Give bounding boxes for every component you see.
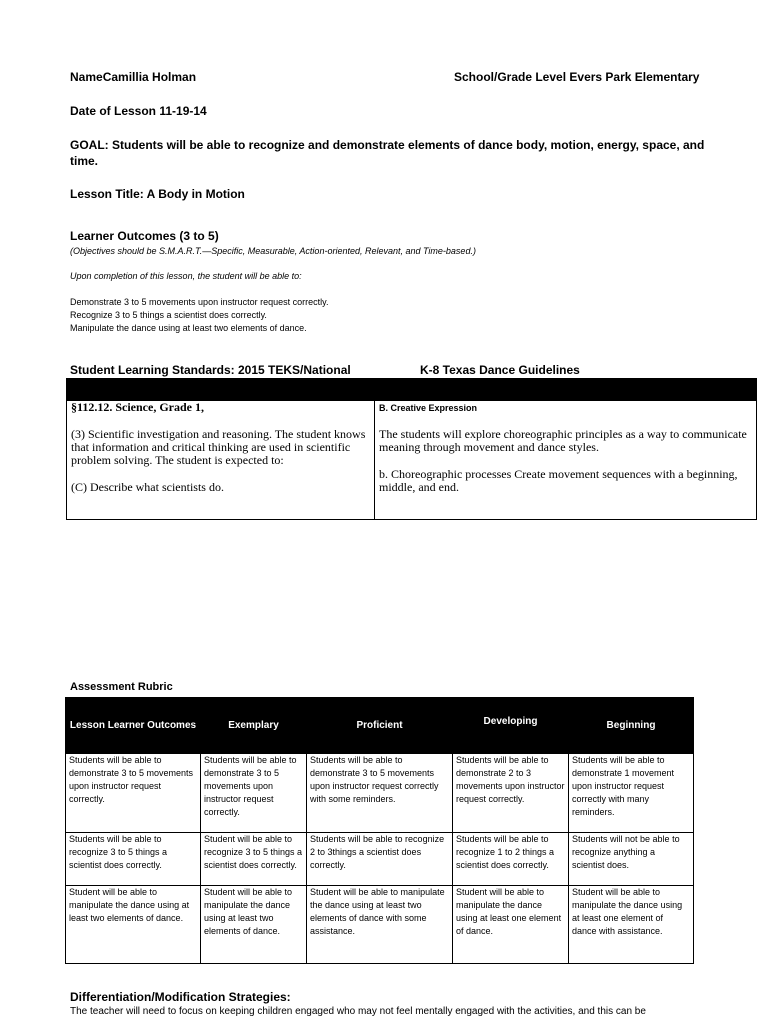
standards-heading: Student Learning Standards: 2015 TEKS/National <box>70 363 351 377</box>
teks-title: §112.12. Science, Grade 1, <box>71 400 204 414</box>
rubric-heading: Assessment Rubric <box>70 681 173 693</box>
table-row <box>66 886 694 964</box>
table-cell: Students will be able to demonstrate 1 movement upon instructor request correctly with many reminders. <box>569 754 694 833</box>
dance-guidelines-heading: K-8 Texas Dance Guidelines <box>420 363 580 377</box>
col-header-exemplary: Exemplary <box>201 698 307 754</box>
table-cell: Students will be able to demonstrate 3 to 5 movements upon instructor request correctly. <box>201 754 307 833</box>
lesson-title: Lesson Title: A Body in Motion <box>70 187 245 201</box>
standards-left-cell <box>71 401 369 494</box>
creative-expression-title: B. Creative Expression <box>379 403 478 413</box>
outcome-item: Recognize 3 to 5 things a scientist does correctly. <box>70 310 267 320</box>
smart-note: (Objectives should be S.M.A.R.T.—Specific, Measurable, Action-oriented, Relevant, and Time-based.) <box>70 246 476 256</box>
table-cell: Student will be able to manipulate the dance using at least one element of dance. <box>453 886 569 964</box>
rubric-header-row <box>66 698 694 754</box>
outcome-item: Manipulate the dance using at least two elements of dance. <box>70 323 307 333</box>
table-cell: Students will be able to recognize 2 to 3things a scientist does correctly. <box>307 833 453 886</box>
choreographic-processes-para: b. Choreographic processes Create movement sequences with a beginning, middle, and end. <box>379 467 738 494</box>
table-row <box>66 833 694 886</box>
creative-expression-para: The students will explore choreographic principles as a way to communicate meaning through movement and dance styles. <box>379 427 747 454</box>
table-cell: Student will be able to manipulate the dance using at least two elements of dance. <box>201 886 307 964</box>
table-cell: Student will be able to manipulate the dance using at least two elements of dance with some assistance. <box>307 886 453 964</box>
table-row <box>66 754 694 833</box>
school-line <box>454 70 699 84</box>
rubric-table <box>65 697 694 964</box>
standards-right-cell <box>379 401 749 494</box>
standards-table-divider <box>374 401 375 519</box>
school-value: Evers Park Elementary <box>569 70 700 84</box>
table-cell: Student will be able to manipulate the dance using at least one element of dance with assistance. <box>569 886 694 964</box>
col-header-outcomes: Lesson Learner Outcomes <box>66 698 201 754</box>
name-value: Camillia Holman <box>102 70 197 84</box>
differentiation-text: The teacher will need to focus on keeping children engaged who may not feel mentally engaged with the activities, and this can be <box>70 1006 646 1017</box>
outcomes-list <box>70 296 328 335</box>
table-cell: Students will be able to recognize 3 to 5 things a scientist does correctly. <box>66 833 201 886</box>
teks-paragraph: (3) Scientific investigation and reasoning. The student knows that information and critical thinking are used in scientific problem solving. The student is expected to: <box>71 427 366 467</box>
table-cell: Students will be able to demonstrate 3 to 5 movements upon instructor request correctly with some reminders. <box>307 754 453 833</box>
outcomes-intro: Upon completion of this lesson, the student will be able to: <box>70 271 302 281</box>
standards-table-header <box>67 379 756 401</box>
name-label: Name <box>70 70 103 84</box>
table-cell: Students will not be able to recognize anything a scientist does. <box>569 833 694 886</box>
table-cell: Students will be able to recognize 1 to 2 things a scientist does correctly. <box>453 833 569 886</box>
outcome-item: Demonstrate 3 to 5 movements upon instructor request correctly. <box>70 297 329 307</box>
col-header-beginning: Beginning <box>569 698 694 754</box>
teks-item: (C) Describe what scientists do. <box>71 480 224 494</box>
school-label: School/Grade Level <box>454 70 567 84</box>
date-of-lesson: Date of Lesson 11-19-14 <box>70 104 207 118</box>
table-cell: Students will be able to demonstrate 3 to 5 movements upon instructor request correctly. <box>66 754 201 833</box>
standards-table <box>66 378 757 520</box>
table-cell: Students will be able to demonstrate 2 to 3 movements upon instructor request correctly. <box>453 754 569 833</box>
name-line <box>70 70 196 84</box>
col-header-developing: Developing <box>453 698 569 754</box>
differentiation-heading: Differentiation/Modification Strategies: <box>70 990 291 1004</box>
learner-outcomes-heading: Learner Outcomes (3 to 5) <box>70 229 219 243</box>
table-cell: Student will be able to recognize 3 to 5 things a scientist does correctly. <box>201 833 307 886</box>
goal: GOAL: Students will be able to recognize and demonstrate elements of dance body, motion, energy, space, and time. <box>70 138 705 168</box>
table-cell: Student will be able to manipulate the dance using at least two elements of dance. <box>66 886 201 964</box>
col-header-proficient: Proficient <box>307 698 453 754</box>
